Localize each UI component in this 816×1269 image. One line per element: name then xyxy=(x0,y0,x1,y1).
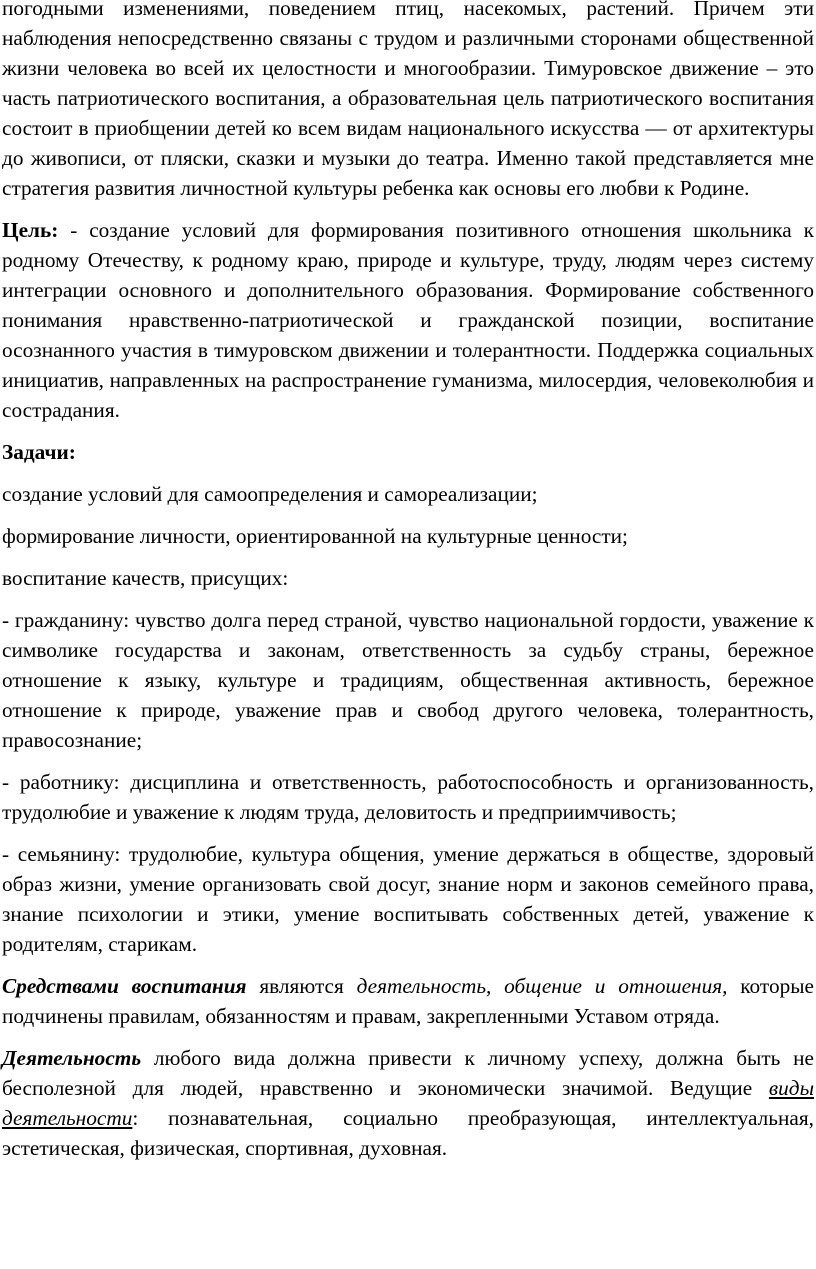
task-item-family xyxy=(2,839,814,959)
intro-text: погодными изменениями, поведением птиц, насекомых, растений. Причем эти наблюдения непосредственно связаны с трудом и различными сторонами общественной жизни человека во всей их целостности и многообразии. Тимуровское движение – это часть патриотического воспитания, а образовательная цель патриотического воспитания состоит в приобщении детей ко всем видам национального искусства — от архитектуры до живописи, от пляски, сказки и музыки до театра. Именно такой представляется мне стратегия развития личностной культуры ребенка как основы его любви к Родине. xyxy=(2,0,814,200)
tasks-heading xyxy=(2,437,814,467)
goal-label: Цель: xyxy=(2,218,59,242)
means-paragraph xyxy=(2,971,814,1031)
means-emph: деятельность, общение и отношения, xyxy=(356,974,728,998)
activity-label: Деятельность xyxy=(2,1046,142,1070)
goal-text: - создание условий для формирования позитивного отношения школьника к родному Отечеству, к родному краю, природе и культуре, труду, людям через систему интеграции основного и дополнительного образования. Формирование собственного понимания нравственно-патриотической и гражданской позиции, воспитание осознанного участия в тимуровском движении и толерантности. Поддержка социальных инициатив, направленных на распространение гуманизма, милосердия, человеколюбия и сострадания. xyxy=(2,218,814,422)
task-item-text: - гражданину: чувство долга перед страной, чувство национальной гордости, уважение к символике государства и законам, ответственность за судьбу страны, бережное отношение к языку, культуре и традициям, общественная активность, бережное отношение к природе, уважение прав и свобод другого человека, толерантность, правосознание; xyxy=(2,608,814,752)
means-text-2: которые подчинены правилам, обязанностям и правам, закрепленными Уставом отряда. xyxy=(2,974,815,1028)
task-item-worker xyxy=(2,767,814,827)
task-item xyxy=(2,479,814,509)
task-item-text: - работнику: дисциплина и ответственность, работоспособность и организованность, трудолюбие и уважение к людям труда, деловитость и предприимчивость; xyxy=(2,770,814,824)
task-item-citizen xyxy=(2,605,814,755)
means-text-1: являются xyxy=(246,974,357,998)
tasks-heading-text: Задачи: xyxy=(2,440,76,464)
task-item-text: - семьянину: трудолюбие, культура общения, умение держаться в обществе, здоровый образ жизни, умение организовать свой досуг, знание норм и законов семейного права, знание психологии и этики, умение воспитывать собственных детей, уважение к родителям, старикам. xyxy=(2,842,814,956)
activity-text-1: любого вида должна привести к личному успеху, должна быть не бесполезной для людей, нравственно и экономически значимой. Ведущие xyxy=(2,1046,814,1100)
intro-paragraph xyxy=(2,0,814,203)
activity-paragraph xyxy=(2,1043,814,1163)
task-item-text: формирование личности, ориентированной на культурные ценности; xyxy=(2,524,628,548)
means-label: Средствами воспитания xyxy=(2,974,247,998)
goal-paragraph xyxy=(2,215,814,425)
activity-text-2: : познавательная, социально преобразующая, интеллектуальная, эстетическая, физическая, спортивная, духовная. xyxy=(2,1106,814,1160)
activity-types-link: виды деятельности xyxy=(2,1076,814,1130)
task-item xyxy=(2,563,814,593)
task-item-text: воспитание качеств, присущих: xyxy=(2,566,289,590)
task-item-text: создание условий для самоопределения и самореализации; xyxy=(2,482,538,506)
task-item xyxy=(2,521,814,551)
